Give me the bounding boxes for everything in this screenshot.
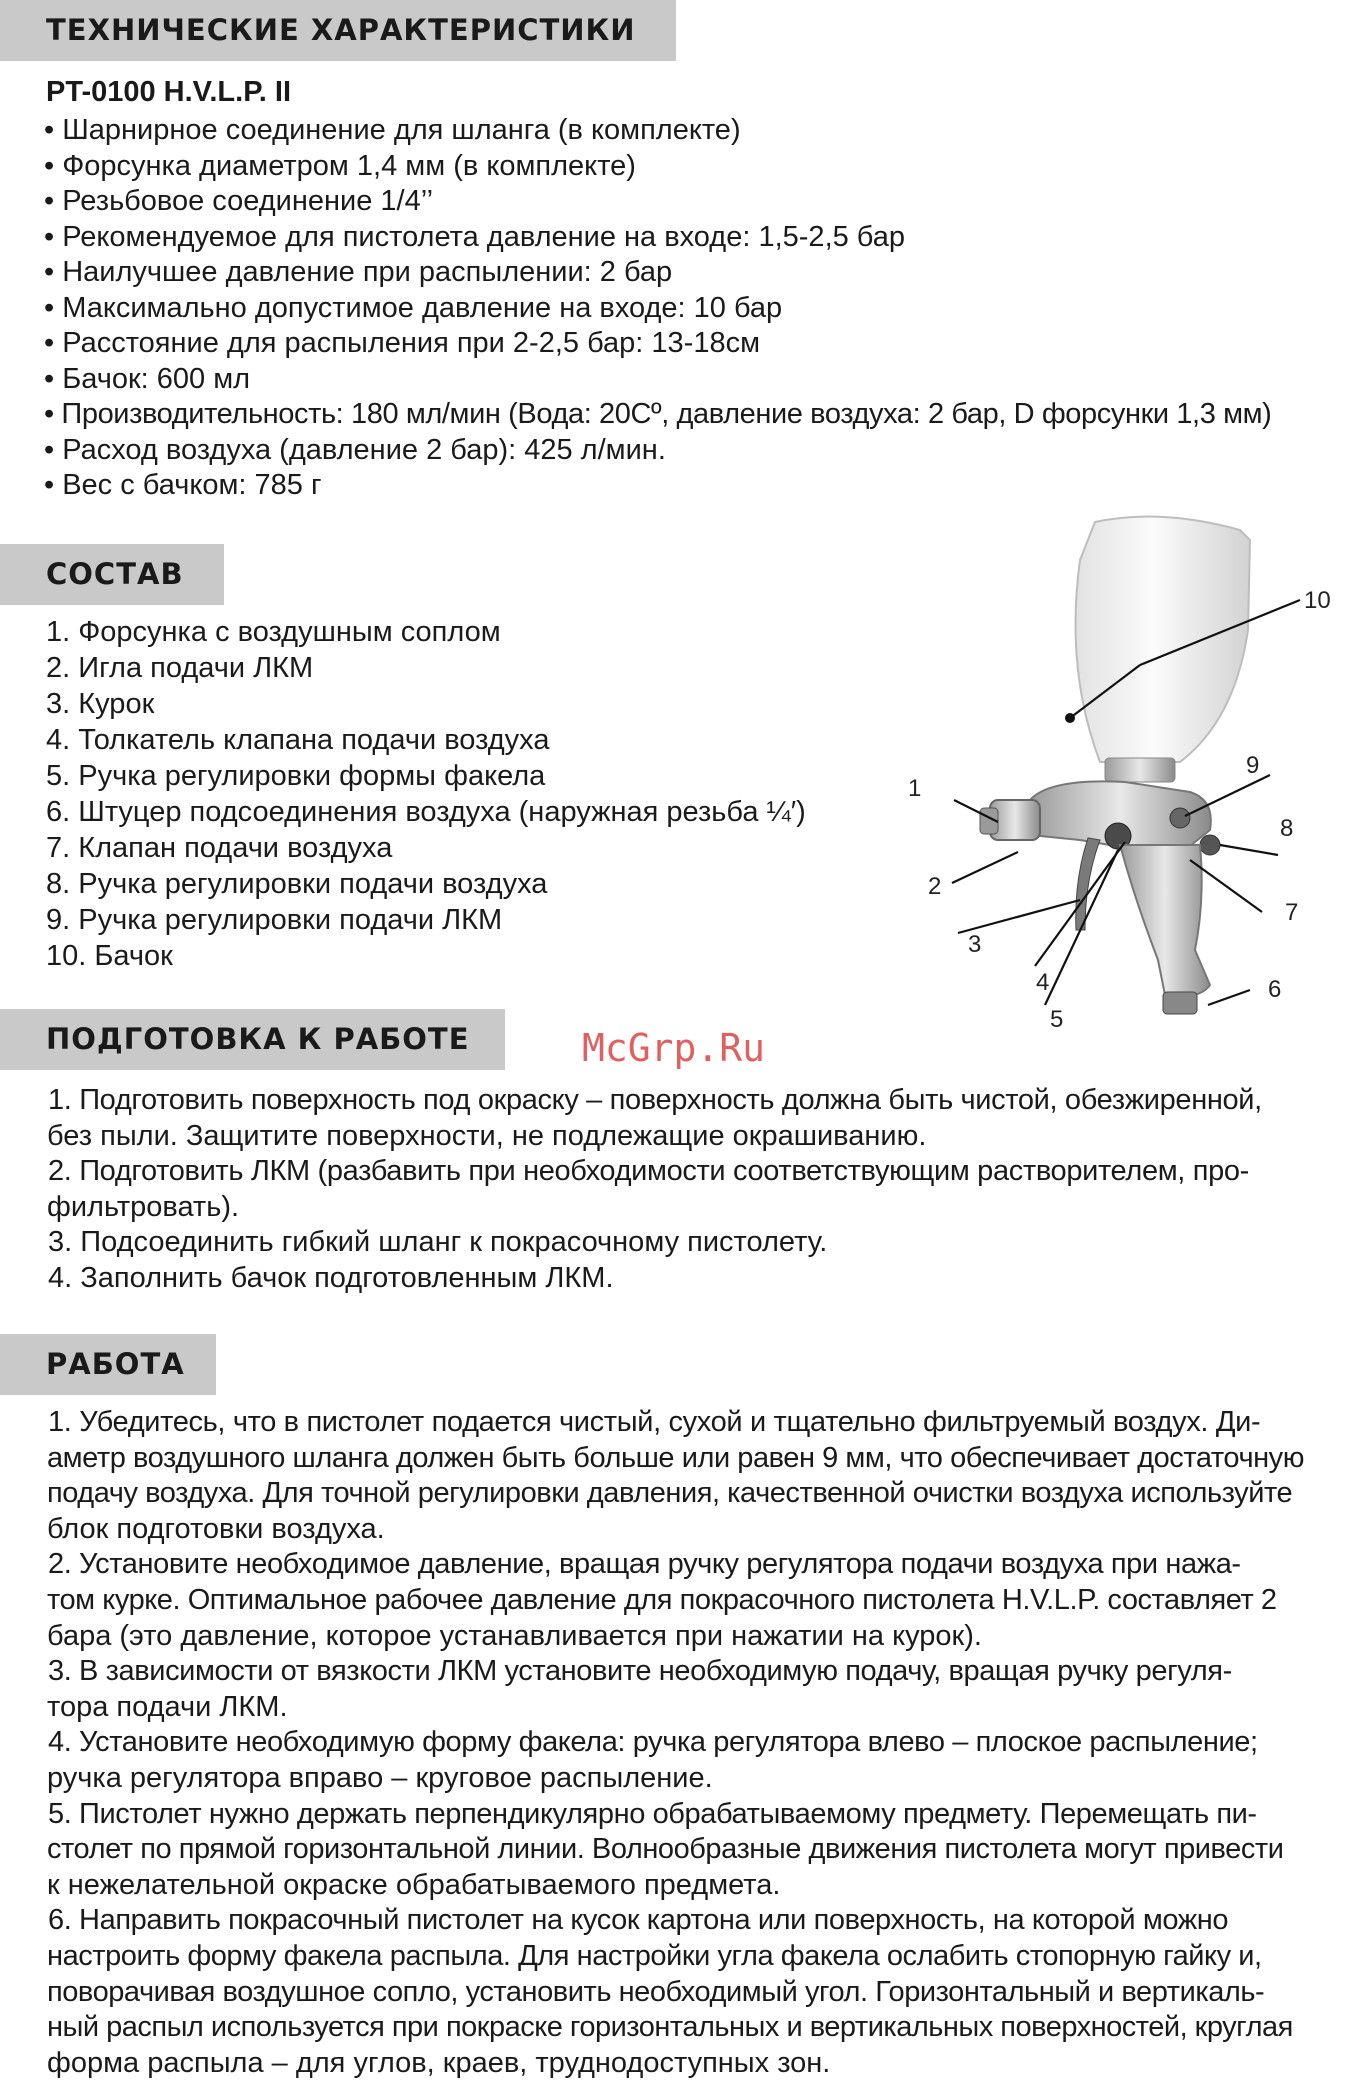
list-item: • Максимально допустимое давление на входе: 10 бар [44, 291, 783, 324]
leader-line-2 [952, 852, 1018, 883]
air-knob [1200, 835, 1220, 855]
fluid-knob [1170, 808, 1190, 828]
callout-1: 1 [908, 775, 922, 802]
text-line: 3. В зависимости от вязкости ЛКМ установите необходимую подачу, вращая ручку регуля- [48, 1655, 1232, 1688]
list-item: 7. Клапан подачи воздуха [46, 832, 393, 864]
callout-2: 2 [928, 873, 942, 900]
list-item: 10. Бачок [46, 940, 173, 972]
text-line: 2. Подготовить ЛКМ (разбавить при необходимости соответствующим растворителем, про- [48, 1155, 1249, 1188]
section-header-composition: СОСТАВ [0, 544, 224, 605]
callout-9: 9 [1246, 752, 1260, 779]
text-line: столет по прямой горизонтальной линии. Волнообразные движения пистолета могут привести [47, 1833, 1284, 1866]
text-line: подачу воздуха. Для точной регулировки давления, качественной очистки воздуха используйте [47, 1477, 1293, 1510]
callout-7: 7 [1285, 899, 1299, 926]
leader-line-6 [1208, 990, 1250, 1005]
text-line: настроить форму факела распыла. Для настройки угла факела ослабить стопорную гайку и, [47, 1939, 1262, 1972]
cup-shape [1076, 517, 1251, 762]
list-item: • Резьбовое соединение 1/4’’ [44, 185, 434, 217]
spray-gun-diagram [880, 500, 1360, 1060]
text-line: 4. Заполнить бачок подготовленным ЛКМ. [48, 1261, 614, 1294]
callout-6: 6 [1268, 976, 1282, 1003]
list-item: 1. Форсунка с воздушным соплом [46, 616, 501, 648]
list-item: 9. Ручка регулировки подачи ЛКМ [46, 904, 503, 936]
text-line: 6. Направить покрасочный пистолет на кусок картона или поверхность, на которой можно [48, 1904, 1229, 1937]
list-item: • Наилучшее давление при распылении: 2 бар [44, 256, 673, 288]
composition-list [46, 614, 806, 974]
text-line: бара (это давление, которое устанавливается при нажатии на курок). [47, 1619, 982, 1652]
callout-8: 8 [1280, 815, 1294, 842]
text-line: 5. Пистолет нужно держать перпендикулярно обрабатываемому предмету. Перемещать пи- [48, 1797, 1257, 1830]
text-line: поворачивая воздушное сопло, установить необходимый угол. Горизонтальный и вертикаль- [47, 1975, 1265, 2008]
air-fitting [1163, 992, 1197, 1014]
list-item: • Расход воздуха (давление 2 бар): 425 л/мин. [44, 433, 666, 466]
leader-line-4 [1035, 842, 1125, 966]
section-header-work: РАБОТА [0, 1334, 216, 1395]
watermark-text: McGrp.Ru [582, 1026, 766, 1070]
list-item: 4. Толкатель клапана подачи воздуха [46, 724, 550, 756]
text-line: форма распыла – для углов, краев, труднодоступных зон. [47, 2046, 831, 2079]
work-text [44, 1405, 1362, 2081]
text-line: 1. Убедитесь, что в пистолет подается чистый, сухой и тщательно фильтруемый воздух. Ди- [48, 1406, 1261, 1438]
text-line: без пыли. Защитите поверхности, не подлежащие окрашиванию. [47, 1119, 927, 1152]
text-line: фильтровать). [47, 1190, 240, 1223]
cup-neck [1105, 758, 1175, 782]
text-line: аметр воздушного шланга должен быть больше или равен 9 мм, что обеспечивает достаточную [47, 1441, 1305, 1474]
gun-handle [1120, 845, 1210, 996]
callout-10: 10 [1304, 587, 1331, 614]
text-line: ный распыл используется при покраске горизонтальных и вертикальных поверхностей, круглая [47, 2011, 1293, 2044]
list-item: • Производительность: 180 мл/мин (Вода: 20Сº, давление воздуха: 2 бар, D форсунки 1,3 мм) [44, 398, 1272, 430]
model-name: PT-0100 H.V.L.P. II [46, 76, 292, 108]
list-item: • Шарнирное соединение для шланга (в комплекте) [44, 114, 741, 146]
section-header-specs: ТЕХНИЧЕСКИЕ ХАРАКТЕРИСТИКИ [0, 0, 676, 61]
list-item: 8. Ручка регулировки подачи воздуха [46, 868, 548, 900]
text-line: 2. Установите необходимое давление, вращая ручку регулятора подачи воздуха при нажа- [48, 1548, 1241, 1581]
text-line: 1. Подготовить поверхность под окраску – поверхность должна быть чистой, обезжиренной, [48, 1084, 1262, 1116]
list-item: • Расстояние для распыления при 2-2,5 бар: 13-18см [44, 327, 761, 359]
callout-4: 4 [1036, 969, 1050, 996]
section-header-preparation: ПОДГОТОВКА К РАБОТЕ [0, 1009, 505, 1070]
text-line: тора подачи ЛКМ. [47, 1690, 288, 1723]
list-item: • Бачок: 600 мл [44, 362, 251, 395]
leader-line-8 [1220, 845, 1278, 855]
text-line: 4. Установите необходимую форму факела: ручка регулятора влево – плоское распыление; [48, 1726, 1258, 1759]
list-item: • Рекомендуемое для пистолета давление на входе: 1,5-2,5 бар [44, 220, 906, 253]
list-item: • Вес с бачком: 785 г [44, 469, 322, 501]
callout-5: 5 [1050, 1006, 1064, 1033]
list-item: 2. Игла подачи ЛКМ [46, 652, 314, 684]
leader-dot-10 [1065, 713, 1075, 723]
text-line: ручка регулятора вправо – круговое распыление. [47, 1761, 713, 1794]
text-line: 3. Подсоединить гибкий шланг к покрасочному пистолету. [48, 1226, 828, 1259]
preparation-text [44, 1083, 1362, 1297]
callout-3: 3 [968, 931, 982, 958]
list-item: 6. Штуцер подсоединения воздуха (наружная резьба ¼′) [46, 796, 806, 828]
text-line: блок подготовки воздуха. [47, 1512, 385, 1545]
text-line: к нежелательной окраске обрабатываемого предмета. [47, 1868, 781, 1901]
specs-list [44, 113, 1271, 504]
list-item: • Форсунка диаметром 1,4 мм (в комплекте) [44, 149, 636, 182]
list-item: 5. Ручка регулировки формы факела [46, 760, 546, 792]
text-line: том курке. Оптимальное рабочее давление для покрасочного пистолета H.V.L.P. составляет 2 [47, 1583, 1277, 1616]
list-item: 3. Курок [46, 688, 155, 720]
